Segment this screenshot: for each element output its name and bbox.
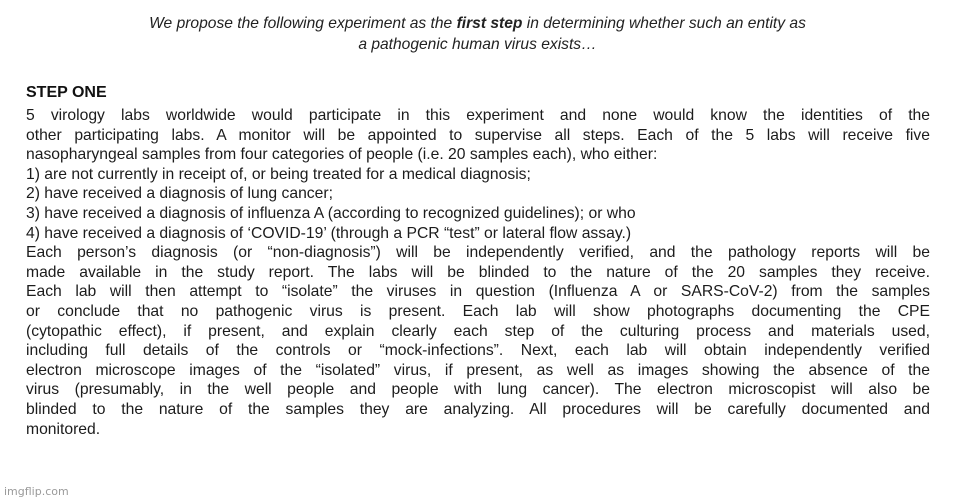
step-body [26,106,930,439]
body-line: Each lab will then attempt to “isolate” the viruses in question (Influenza A or SARS-CoV-2) from the samples [26,283,930,301]
body-line: monitored. [26,420,101,438]
body-line: other participating labs. A monitor will be appointed to supervise all steps. Each of the 5 labs will receive five [26,126,930,144]
intro-line-2: a pathogenic human virus exists… [358,36,597,53]
body-line: electron microscope images of the “isolated” virus, if present, as well as images showing the absence of the [26,361,930,379]
body-line: 5 virology labs worldwide would participate in this experiment and none would know the identities of the [26,107,930,124]
list-item-2: 2) have received a diagnosis of lung cancer; [26,185,333,203]
list-item-4: 4) have received a diagnosis of ‘COVID-19’ (through a PCR “test” or lateral flow assay.) [26,224,632,242]
body-line: Each person’s diagnosis (or “non-diagnosis”) will be independently verified, and the pathology reports will be [26,244,930,262]
body-line: (cytopathic effect), if present, and explain clearly each step of the culturing process and materials used, [26,322,930,340]
list-item-3: 3) have received a diagnosis of influenza A (according to recognized guidelines); or who [26,204,636,222]
body-line: or conclude that no pathogenic virus is present. Each lab will show photographs documenting the CPE [26,302,930,320]
body-line: virus (presumably, in the well people and people with lung cancer). The electron microscopist will also be [26,381,930,399]
body-line: blinded to the nature of the samples they are analyzing. All procedures will be carefully documented and [26,400,930,418]
body-line: nasopharyngeal samples from four categories of people (i.e. 20 samples each), who either: [26,146,658,164]
body-line: made available in the study report. The labs will be blinded to the nature of the 20 samples they receive. [26,263,930,281]
intro-text-start: We propose the following experiment as the [149,15,457,32]
body-line: including full details of the controls or “mock-infections”. Next, each lab will obtain independently verified [26,342,930,360]
list-item-1: 1) are not currently in receipt of, or being treated for a medical diagnosis; [26,165,531,183]
intro-paragraph [20,13,935,55]
step-heading: STEP ONE [26,84,107,101]
intro-emphasis: first step [456,15,523,32]
intro-text-end: in determining whether such an entity as [522,15,806,32]
imgflip-watermark: imgflip.com [4,485,69,498]
intro-line-1 [20,13,935,34]
